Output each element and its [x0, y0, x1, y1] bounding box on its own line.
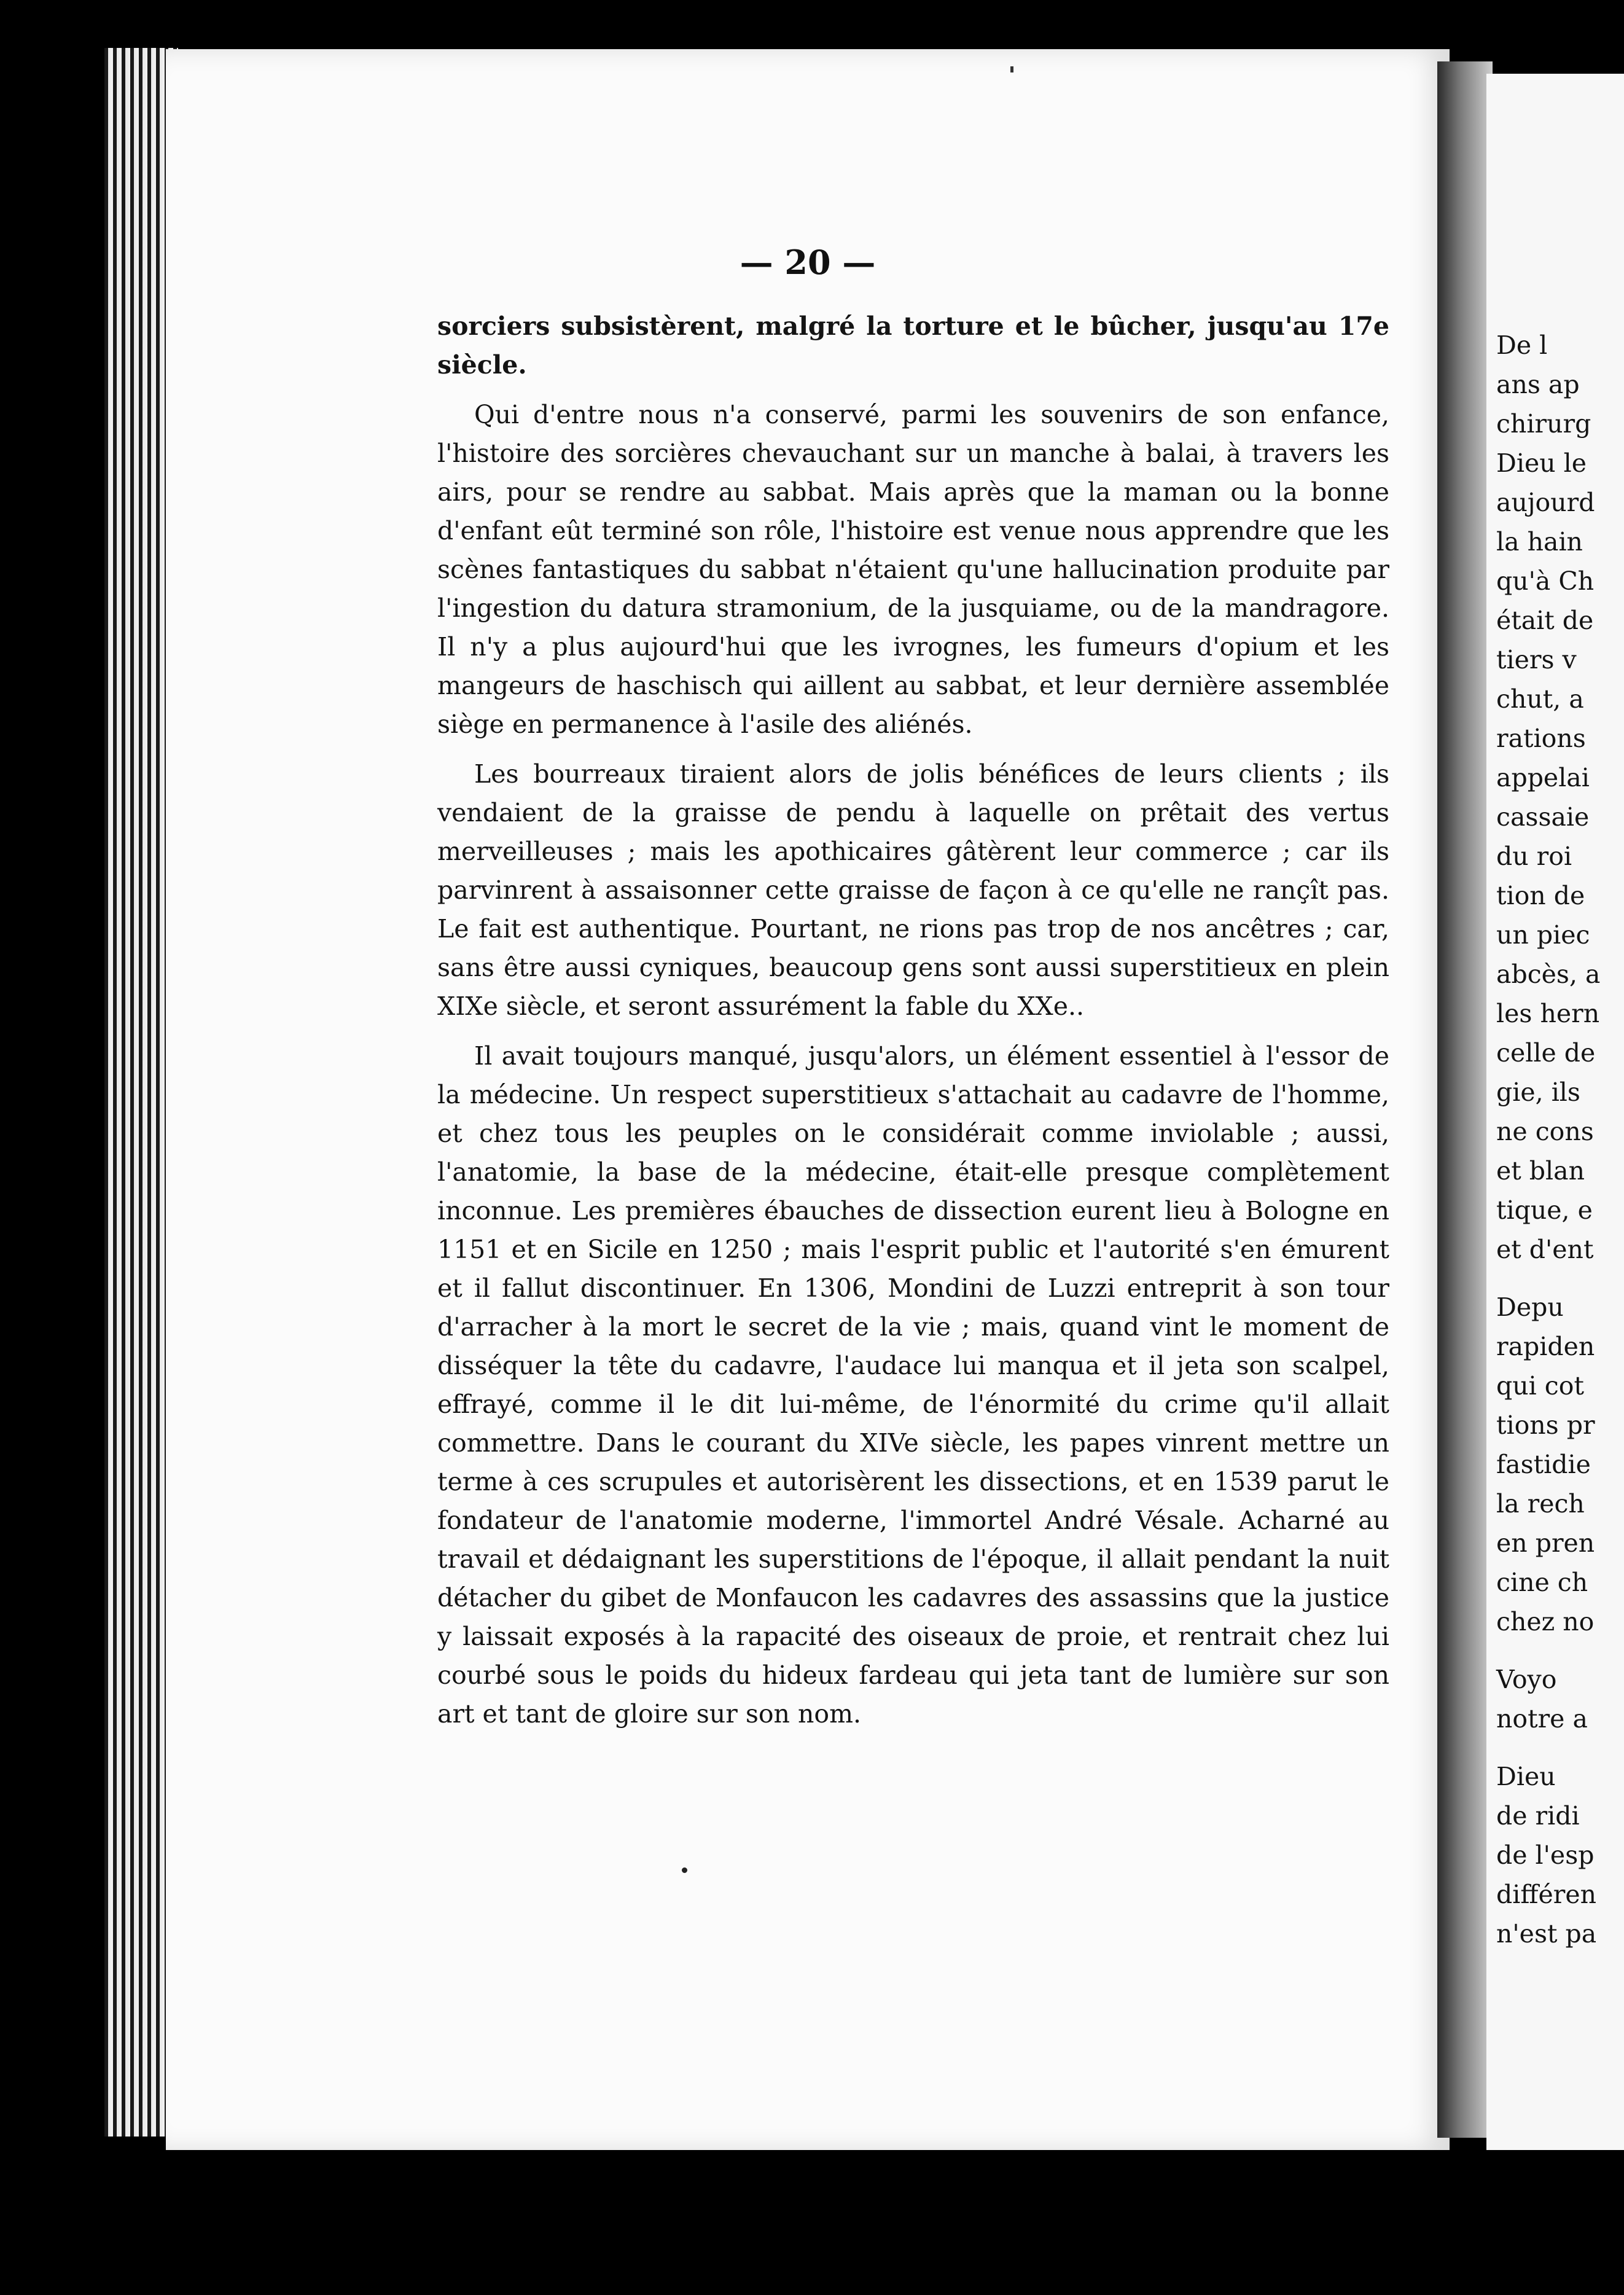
facing-page-paragraph-gap [1496, 1641, 1624, 1660]
facing-page-line: chez no [1496, 1607, 1595, 1636]
facing-page-line: ans ap [1496, 370, 1580, 399]
facing-page-line: celle de [1496, 1038, 1596, 1068]
book-gutter [1437, 61, 1493, 2138]
facing-page [1486, 74, 1624, 2150]
facing-page-paragraph-gap [1496, 1269, 1624, 1288]
facing-page-line: tique, e [1496, 1195, 1593, 1225]
ink-dot [682, 1867, 687, 1873]
facing-page-line: de ridi [1496, 1801, 1580, 1831]
facing-page-line: un piec [1496, 920, 1590, 950]
paragraph-bourreaux: Les bourreaux tiraient alors de jolis bénéfices de leurs clients ; ils vendaient de la graisse de pendu à laquelle on prêtait des vertus merveilleuses ; mais les apothicaires gâtèrent leur commerce ; car ils parvinrent à assaisonner cette graisse de façon à ce qu'elle ne rançît pas. Le fait est authentique. Pourtant, ne rions pas trop de nos ancêtres ; car, sans être aussi cyniques, beaucoup gens sont aussi superstitieux en plein XIXe siècle, et seront assurément la fable du XXe.. [437, 759, 1389, 1021]
facing-page-paragraph-gap [1496, 1738, 1624, 1757]
facing-page-line: ne cons [1496, 1117, 1594, 1146]
ink-speck [1010, 66, 1013, 72]
facing-page-line: gie, ils [1496, 1077, 1580, 1107]
facing-page-line: et d'ent [1496, 1235, 1594, 1264]
page-number: — 20 — [740, 243, 876, 282]
facing-page-line: Depu [1496, 1292, 1564, 1322]
facing-page-line: chut, a [1496, 684, 1584, 714]
body-text [437, 307, 1389, 1734]
facing-page-line: et blan [1496, 1156, 1585, 1186]
facing-page-line: en pren [1496, 1528, 1595, 1558]
facing-page-line: Dieu le [1496, 448, 1587, 478]
paragraph-continuation: sorciers subsistèrent, malgré la torture et le bûcher, jusqu'au 17e siècle. [437, 311, 1389, 380]
paragraph-anatomie: Il avait toujours manqué, jusqu'alors, un élément essentiel à l'essor de la médecine. Un respect superstitieux s'attachait au cadavre de l'homme, et chez tous les peuples on le considérait comme inviolable ; aussi, l'anatomie, la base de la médecine, était-elle presque complètement inconnue. Les premières ébauches de dissection eurent lieu à Bologne en 1151 et en Sicile en 1250 ; mais l'esprit public et l'autorité s'en émurent et il fallut discontinuer. En 1306, Mondini de Luzzi entreprit à son tour d'arracher à la mort le secret de la vie ; mais, quand vint le moment de disséquer la tête du cadavre, l'audace lui manqua et il jeta son scalpel, effrayé, comme il le dit lui-même, de l'énormité du crime qu'il allait commettre. Dans le courant du XIVe siècle, les papes vinrent mettre un terme à ces scrupules et autorisèrent les dissections, et en 1539 parut le fondateur de l'anatomie moderne, l'immortel André Vésale. Acharné au travail et dédaignant les superstitions de l'époque, il allait pendant la nuit détacher du gibet de Monfaucon les cadavres des assassins que la justice y laissait exposés à la rapacité des oiseaux de proie, et rentrait chez lui courbé sous le poids du hideux fardeau qui jeta tant de lumière sur son art et tant de gloire sur son nom. [437, 1041, 1389, 1729]
facing-page-line: la rech [1496, 1489, 1585, 1519]
facing-page-text [1496, 326, 1624, 1953]
facing-page-line: les hern [1496, 999, 1600, 1028]
facing-page-line: appelai [1496, 763, 1590, 792]
facing-page-line: fastidie [1496, 1450, 1591, 1479]
facing-page-line: cine ch [1496, 1568, 1588, 1597]
facing-page-line: du roi [1496, 842, 1572, 871]
facing-page-line: rations [1496, 724, 1586, 753]
facing-page-line: chirurg [1496, 409, 1591, 439]
facing-page-line: tion de [1496, 881, 1585, 910]
facing-page-line: de l'esp [1496, 1840, 1595, 1870]
facing-page-line: différen [1496, 1880, 1597, 1909]
facing-page-line: cassaie [1496, 802, 1590, 832]
facing-page-line: aujourd [1496, 488, 1595, 517]
facing-page-line: était de [1496, 606, 1594, 635]
facing-page-line: la hain [1496, 527, 1583, 557]
facing-page-line: Dieu [1496, 1762, 1556, 1791]
facing-page-line: notre a [1496, 1704, 1588, 1734]
facing-page-line: De l [1496, 330, 1548, 360]
scan-border [0, 2150, 1624, 2295]
facing-page-line: tiers v [1496, 645, 1577, 674]
facing-page-line: qui cot [1496, 1371, 1584, 1401]
facing-page-line: n'est pa [1496, 1919, 1597, 1949]
facing-page-line: Voyo [1496, 1665, 1557, 1694]
facing-page-line: rapiden [1496, 1332, 1595, 1361]
paragraph-sorcieres: Qui d'entre nous n'a conservé, parmi les souvenirs de son enfance, l'histoire des sorcières chevauchant sur un manche à balai, à travers les airs, pour se rendre au sabbat. Mais après que la maman ou la bonne d'enfant eût terminé son rôle, l'histoire est venue nous apprendre que les scènes fantastiques du sabbat n'étaient qu'une hallucination produite par l'ingestion du datura stramonium, de la jusquiame, ou de la mandragore. Il n'y a plus aujourd'hui que les ivrognes, les fumeurs d'opium et les mangeurs de haschisch qui aillent au sabbat, et leur dernière assemblée siège en permanence à l'asile des aliénés. [437, 400, 1389, 739]
facing-page-line: tions pr [1496, 1410, 1595, 1440]
facing-page-line: qu'à Ch [1496, 566, 1595, 596]
facing-page-line: abcès, a [1496, 960, 1601, 989]
